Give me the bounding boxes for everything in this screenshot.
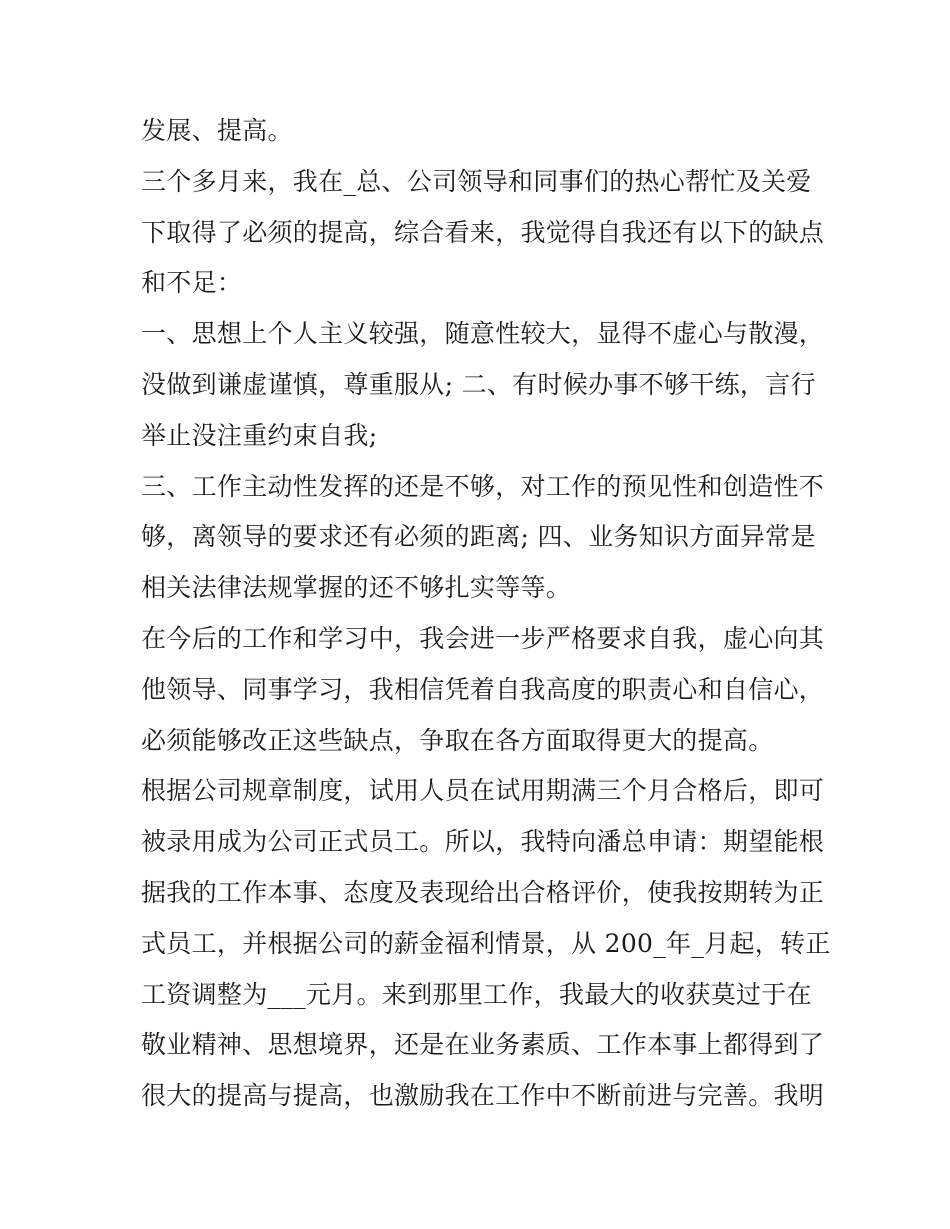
text-line: 一、思想上个人主义较强，随意性较大，显得不虚心与散漫， <box>141 319 825 349</box>
text-line: 工资调整为___元月。来到那里工作，我最大的收获莫过于在 <box>141 979 812 1009</box>
text-line: 被录用成为公司正式员工。所以，我特向潘总申请：期望能根 <box>141 827 825 857</box>
text-line: 三个多月来，我在_总、公司领导和同事们的热心帮忙及关爱 <box>141 166 812 196</box>
text-line: 必须能够改正这些缺点，争取在各方面取得更大的提高。 <box>141 725 774 755</box>
text-line: 相关法律法规掌握的还不够扎实等等。 <box>141 573 572 603</box>
text-line: 根据公司规章制度，试用人员在试用期满三个月合格后，即可 <box>141 776 825 806</box>
text-line: 他领导、同事学习，我相信凭着自我高度的职责心和自信心， <box>141 674 825 704</box>
document-body <box>141 106 831 1122</box>
text-line: 据我的工作本事、态度及表现给出合格评价，使我按期转为正 <box>141 877 825 907</box>
text-line: 三、工作主动性发挥的还是不够，对工作的预见性和创造性不 <box>141 471 825 501</box>
text-line: 很大的提高与提高，也激励我在工作中不断前进与完善。我明 <box>141 1081 825 1111</box>
text-line: 在今后的工作和学习中，我会进一步严格要求自我，虚心向其 <box>141 623 825 653</box>
text-line: 下取得了必须的提高，综合看来，我觉得自我还有以下的缺点 <box>141 217 825 247</box>
text-line: 发展、提高。 <box>141 116 293 145</box>
text-line: 和不足： <box>141 268 243 298</box>
text-line: 没做到谦虚谨慎，尊重服从; 二、有时候办事不够干练，言行 <box>141 369 816 399</box>
text-line: 够，离领导的要求还有必须的距离; 四、业务知识方面异常是 <box>141 522 816 552</box>
text-line: 举止没注重约束自我; <box>141 420 378 450</box>
text-line: 式员工，并根据公司的薪金福利情景，从 200_年_月起，转正 <box>141 928 831 958</box>
text-line: 敬业精神、思想境界，还是在业务素质、工作本事上都得到了 <box>141 1030 825 1060</box>
